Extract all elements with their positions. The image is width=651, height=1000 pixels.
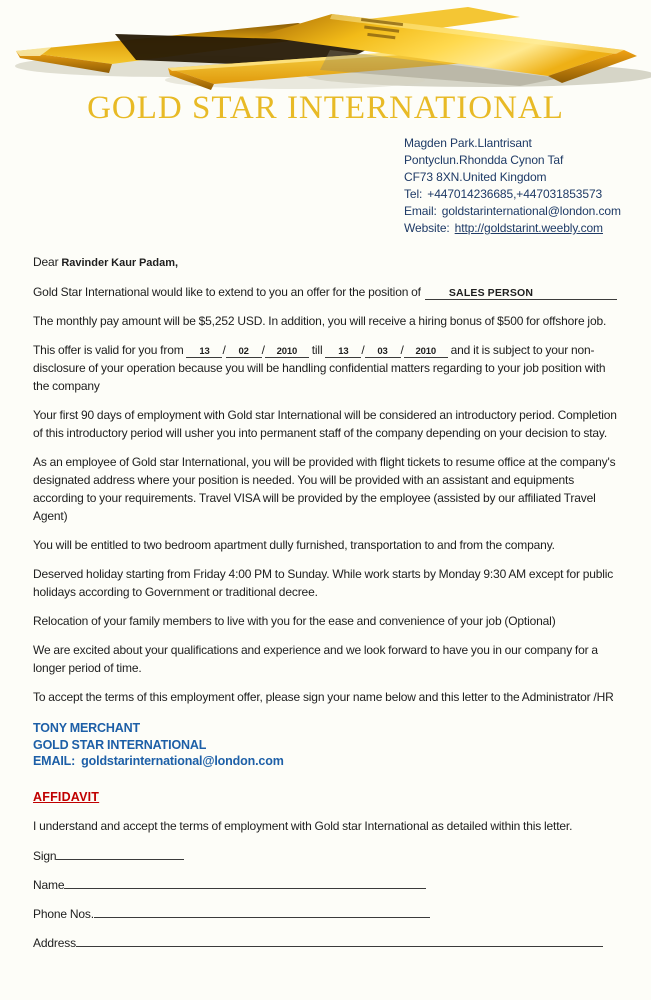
affidavit-statement: I understand and accept the terms of employment with Gold star International as detailed within this letter. <box>33 818 573 833</box>
name-underline <box>64 875 426 889</box>
till-label: till <box>311 343 323 357</box>
position-blank: SALES PERSON <box>425 287 617 300</box>
paragraph-apartment: You will be entitled to two bedroom apartment dully furnished, transportation to and from the company. <box>33 538 555 552</box>
date-from-year: 2010 <box>265 346 309 358</box>
recipient-name: Ravinder Kaur Padam, <box>61 257 179 269</box>
signer-email-value: goldstarinternational@london.com <box>81 754 284 768</box>
sign-underline <box>56 846 184 860</box>
name-row <box>33 875 621 894</box>
website-label: Website: <box>404 221 450 235</box>
phone-row <box>33 904 621 923</box>
email-value: goldstarinternational@london.com <box>441 204 621 218</box>
tel-value: +447014236685,+447031853573 <box>427 187 603 201</box>
date-to-day: 13 <box>325 346 361 358</box>
phone-underline <box>94 904 430 918</box>
validity-pre-text: This offer is valid for you from <box>33 343 184 357</box>
address-underline <box>76 933 603 947</box>
paragraph-validity <box>33 341 621 395</box>
address-line-2: Pontyclun.Rhondda Cynon Taf <box>404 153 564 167</box>
gold-bars-icon <box>0 6 651 90</box>
signer-name: TONY MERCHANT <box>33 721 141 735</box>
date-separator: / <box>400 343 404 357</box>
affidavit-heading: AFFIDAVIT <box>33 789 100 804</box>
salutation-label: Dear <box>33 255 59 269</box>
paragraph-flight-tickets: As an employee of Gold star International, you will be provided with flight tickets to resume office at the company's designated address where your position is needed. You will be provided with an assistant and equipments according to your requirements. Travel VISA will be provided by the employee (assisted by our affiliated Travel Agent) <box>33 455 616 523</box>
letter-body <box>0 237 651 952</box>
contact-block <box>404 135 651 237</box>
address-row <box>33 933 621 952</box>
email-line <box>404 203 651 220</box>
salutation-line <box>33 253 621 272</box>
address-line-1: Magden Park.Llantrisant <box>404 136 532 150</box>
position-intro-text: Gold Star International would like to extend to you an offer for the position of <box>33 285 421 299</box>
signer-email-line <box>33 753 621 770</box>
tel-label: Tel: <box>404 187 423 201</box>
phone-label: Phone Nos. <box>33 906 94 921</box>
sign-label: Sign <box>33 848 57 863</box>
signer-email-label: EMAIL: <box>33 754 76 768</box>
position-line <box>33 283 621 301</box>
paragraph-introductory-period: Your first 90 days of employment with Gold star International will be considered an introductory period. Completion of this introductory period will usher you into permanent staff of the company depending on your decision to stay. <box>33 408 617 440</box>
validity-post-text: and it is subject to your non-disclosure of your operation because you will be handling confidential matters regarding to your job position with the company <box>33 343 606 393</box>
date-to-month: 03 <box>365 346 401 358</box>
date-separator: / <box>261 343 265 357</box>
signer-company: GOLD STAR INTERNATIONAL <box>33 737 207 752</box>
date-separator: / <box>361 343 365 357</box>
date-from-month: 02 <box>226 346 262 358</box>
paragraph-accept-terms: To accept the terms of this employment offer, please sign your name below and this letter to the Administrator /HR <box>33 690 614 704</box>
sign-row <box>33 846 621 865</box>
date-separator: / <box>222 343 226 357</box>
tel-line <box>404 186 651 203</box>
address-label: Address <box>33 935 76 950</box>
name-label: Name <box>33 877 65 892</box>
date-from-day: 13 <box>186 346 222 358</box>
paragraph-excited: We are excited about your qualifications and experience and we look forward to have you in our company for a longer period of time. <box>33 643 598 675</box>
paragraph-holiday: Deserved holiday starting from Friday 4:00 PM to Sunday. While work starts by Monday 9:30 AM except for public holidays according to Government or traditional decree. <box>33 567 614 599</box>
website-link[interactable]: http://goldstarint.weebly.com <box>454 221 603 235</box>
paragraph-pay: The monthly pay amount will be $5,252 USD. In addition, you will receive a hiring bonus of $500 for offshore job. <box>33 314 607 328</box>
paragraph-relocation: Relocation of your family members to live with you for the ease and convenience of your job (Optional) <box>33 614 556 628</box>
website-line <box>404 220 651 237</box>
email-label: Email: <box>404 204 437 218</box>
address-line-3: CF73 8XN.United Kingdom <box>404 170 547 184</box>
company-title: GOLD STAR INTERNATIONAL <box>87 90 564 126</box>
signature-block <box>33 720 621 770</box>
date-to-year: 2010 <box>404 346 448 358</box>
